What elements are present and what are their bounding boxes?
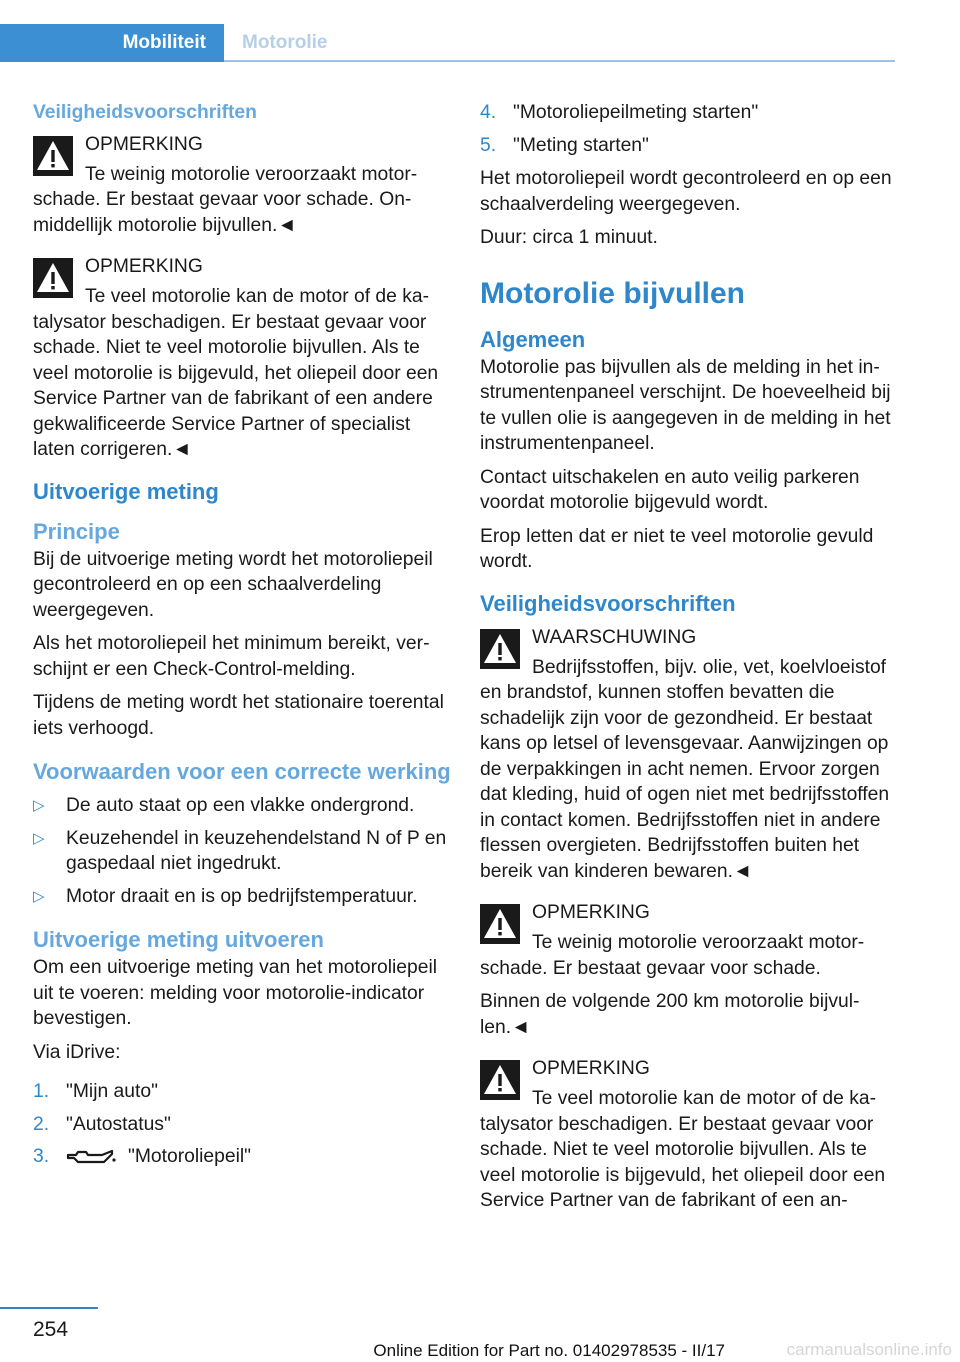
list-item: ▷ De auto staat op een vlakke ondergrond. [33, 793, 451, 819]
list-item: 5. "Meting starten" [480, 134, 649, 156]
tab-mobiliteit[interactable]: Mobiliteit [0, 24, 224, 62]
notice-2-label: OPMERKING [85, 256, 203, 277]
notice-2-text: Te veel motorolie kan de motor of de katalysator beschadigen. Er bestaat gevaar voor schade. Niet te veel motorolie bijvullen. Als te veel motorolie is bijgevuld, het oliepeil door een Service Partner van de fabrikant of een andere gekwalificeerde Service Partner of specialist laten corrigeren.◄ [33, 286, 439, 460]
right-column [480, 100, 898, 1230]
bullet-icon: ▷ [33, 887, 45, 905]
detailed-measurement-heading: Uitvoerige meting [33, 478, 219, 504]
header-tabs [0, 24, 895, 62]
list-item: 4. "Motoroliepeilmeting starten" [480, 102, 759, 123]
principle-p2: Als het motoroliepeil het minimum bereikt, verschijnt er een Check-Control-melding. [33, 633, 430, 680]
header-rule [224, 60, 895, 62]
principle-p1: Bij de uitvoerige meting wordt het motoroliepeil gecontroleerd en op een schaalverdeling weergegeven. [33, 548, 433, 621]
page-number: 254 [33, 1318, 69, 1341]
footer-rule [0, 1307, 98, 1309]
notice-4 [480, 1056, 898, 1214]
list-item: 3. "Motoroliepeil" [33, 1146, 252, 1167]
list-item: ▷ Motor draait en is op bedrijfstemperatuur. [33, 884, 451, 910]
warning-label: WAARSCHUWING [532, 626, 697, 648]
general-p2: Contact uitschakelen en auto veilig parkeren voordat motorolie bijgevuld wordt. [480, 466, 860, 513]
edition-text: Online Edition for Part no. 01402978535 - II/17 [373, 1341, 725, 1360]
safety-heading-left: Veiligheidsvoorschriften [33, 102, 257, 123]
bullet-icon: ▷ [33, 829, 45, 847]
add-oil-heading: Motorolie bijvullen [480, 276, 746, 310]
watermark: carmanualsonline.info [786, 1340, 952, 1359]
warning-triangle-icon [480, 1060, 520, 1100]
perform-heading: Uitvoerige meting uitvoeren [33, 927, 324, 952]
principle-p3: Tijdens de meting wordt het stationaire toerental iets verhoogd. [33, 692, 444, 739]
notice-3-label: OPMERKING [532, 902, 650, 923]
warning-triangle-icon [33, 258, 73, 298]
general-heading: Algemeen [480, 326, 586, 352]
perform-p1: Om een uitvoerige meting van het motoroliepeil uit te voeren: melding voor motorolie-indicator bevestigen. [33, 957, 438, 1029]
oil-can-icon [66, 1147, 116, 1167]
conditions-list [33, 793, 451, 909]
general-p3: Erop letten dat er niet te veel motorolie gevuld wordt. [480, 525, 874, 572]
notice-3-text: Te weinig motorolie veroorzaakt motorschade. Er bestaat gevaar voor schade. [480, 932, 865, 979]
list-item: ▷ Keuzehendel in keuzehendelstand N of P en gaspedaal niet ingedrukt. [33, 826, 451, 877]
notice-1-text: Te weinig motorolie veroorzaakt motorschade. Er bestaat gevaar voor schade. Onmiddellijk motorolie bijvullen.◄ [33, 163, 418, 236]
steps-list-right [480, 100, 898, 158]
notice-1-label: OPMERKING [85, 133, 203, 155]
list-item: 1. "Mijn auto" [33, 1081, 158, 1102]
conditions-heading: Voorwaarden voor een correcte werking [33, 759, 451, 784]
warning-text: Bedrijfsstoffen, bijv. olie, vet, koelvloeistof en brandstof, kunnen stoffen bevatten die schadelijk zijn voor de gezondheid. Er bestaat kans op letsel of levensgevaar. Aanwijzingen op de verpakkingen in acht nemen. Ervoor zorgen dat kleding, huid of ogen niet met bedrijfsstoffen in contact komen. Bedrijfsstoffen niet in andere flessen overgieten. Bedrijfsstoffen buiten het bereik van kinderen bewaren.◄ [480, 656, 890, 882]
notice-3 [480, 900, 898, 1040]
notice-3-text-2: Binnen de volgende 200 km motorolie bijvullen.◄ [480, 991, 860, 1038]
notice-4-label: OPMERKING [532, 1058, 650, 1079]
principle-heading: Principe [33, 518, 120, 544]
safety-heading-right: Veiligheidsvoorschriften [480, 590, 736, 616]
right-p2: Duur: circa 1 minuut. [480, 227, 658, 248]
notice-1 [33, 132, 451, 239]
list-item: 2. "Autostatus" [33, 1113, 171, 1135]
warning-notice [480, 625, 898, 885]
warning-triangle-icon [480, 904, 520, 944]
steps-list-left [33, 1079, 451, 1170]
perform-p2: Via iDrive: [33, 1041, 121, 1063]
general-p1: Motorolie pas bijvullen als de melding in het instrumentenpaneel verschijnt. De hoeveelheid bij te vullen olie is aangegeven in de melding in het instrumentenpaneel. [480, 356, 891, 454]
warning-triangle-icon [480, 629, 520, 669]
tab-motorolie[interactable]: Motorolie [242, 32, 328, 53]
left-column [33, 100, 451, 1182]
bullet-icon: ▷ [33, 797, 45, 814]
right-p1: Het motoroliepeil wordt gecontroleerd en op een schaalverdeling weergegeven. [480, 168, 892, 215]
notice-2 [33, 254, 451, 463]
notice-4-text: Te veel motorolie kan de motor of de katalysator beschadigen. Er bestaat gevaar voor schade. Niet te veel motorolie bijvullen. Als te veel motorolie is bijgevuld, het oliepeil door een Service Partner van de fabrikant of een an- [480, 1088, 886, 1211]
warning-triangle-icon [33, 136, 73, 176]
